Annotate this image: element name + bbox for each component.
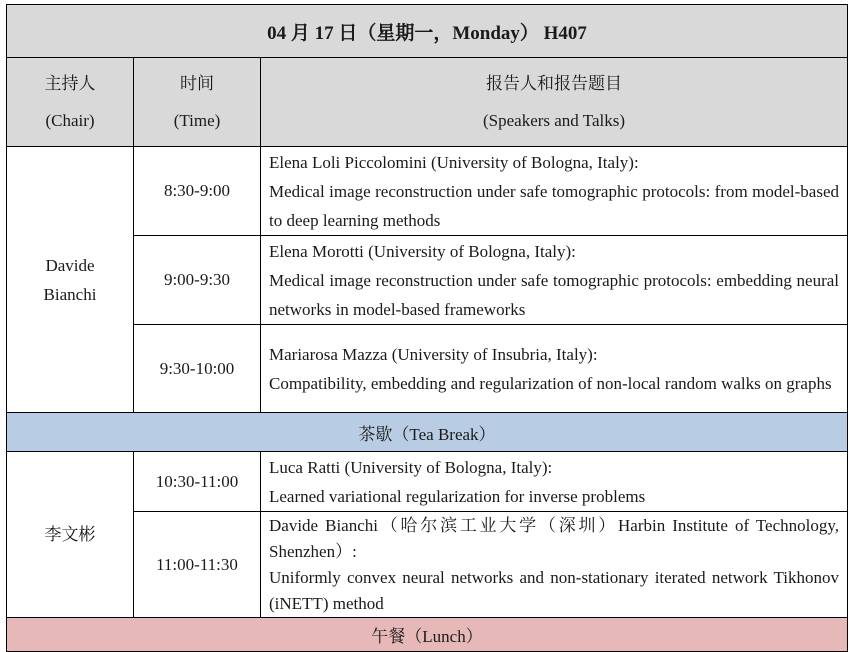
talk-cell: [261, 147, 848, 236]
lunch-row: [7, 618, 848, 652]
schedule-sheet: [6, 4, 847, 652]
talk-cell: [261, 236, 848, 325]
title-row: [7, 5, 848, 58]
talk-row: [7, 452, 848, 512]
schedule-title: 04 月 17 日（星期一，Monday） H407: [7, 5, 848, 58]
lunch-label: 午餐（Lunch）: [7, 618, 848, 652]
talk-time: 11:00-11:30: [134, 512, 261, 618]
session1-chair-line1: Davide: [45, 255, 95, 275]
talk-time: 9:30-10:00: [134, 325, 261, 413]
talk-row: [7, 512, 848, 618]
talk-speaker: Elena Morotti (University of Bologna, Italy):: [269, 242, 576, 261]
talk-title: Compatibility, embedding and regularization of non-local random walks on graphs: [269, 374, 832, 393]
header-talks-cn: 报告人和报告题目: [486, 74, 622, 93]
header-chair-en: (Chair): [45, 111, 95, 130]
talk-cell: [261, 452, 848, 512]
talk-time: 8:30-9:00: [134, 147, 261, 236]
talk-speaker: Luca Ratti (University of Bologna, Italy):: [269, 458, 553, 477]
header-chair: [7, 58, 134, 147]
header-time-en: (Time): [173, 111, 221, 130]
talk-cell: [261, 325, 848, 413]
session2-chair: 李文彬: [7, 452, 134, 618]
header-talks: [261, 58, 848, 147]
talk-title: Uniformly convex neural networks and non-stationary iterated network Tikhonov (iNETT) method: [269, 568, 839, 613]
talk-title: Medical image reconstruction under safe tomographic protocols: from model-based to deep learning methods: [269, 182, 839, 230]
talk-speaker: Mariarosa Mazza (University of Insubria, Italy):: [269, 345, 598, 364]
talk-title: Medical image reconstruction under safe tomographic protocols: embedding neural networks in model-based frameworks: [269, 271, 839, 319]
session1-chair: [7, 147, 134, 413]
header-talks-en: (Speakers and Talks): [482, 111, 625, 130]
tea-break-label: 茶歇（Tea Break）: [7, 413, 848, 452]
talk-title: Learned variational regularization for inverse problems: [269, 487, 646, 506]
talk-row: [7, 325, 848, 413]
header-time-cn: 时间: [180, 74, 214, 93]
talk-time: 10:30-11:00: [134, 452, 261, 512]
talk-speaker: Davide Bianchi（哈尔滨工业大学（深圳）Harbin Institute of Technology, Shenzhen）:: [269, 516, 839, 561]
header-time: [134, 58, 261, 147]
talk-row: [7, 236, 848, 325]
schedule-table: [6, 4, 848, 652]
talk-cell: [261, 512, 848, 618]
header-row: [7, 58, 848, 147]
talk-time: 9:00-9:30: [134, 236, 261, 325]
talk-row: [7, 147, 848, 236]
header-chair-cn: 主持人: [44, 74, 96, 93]
talk-speaker: Elena Loli Piccolomini (University of Bologna, Italy):: [269, 153, 639, 172]
tea-break-row: [7, 413, 848, 452]
session1-chair-line2: Bianchi: [43, 284, 97, 304]
